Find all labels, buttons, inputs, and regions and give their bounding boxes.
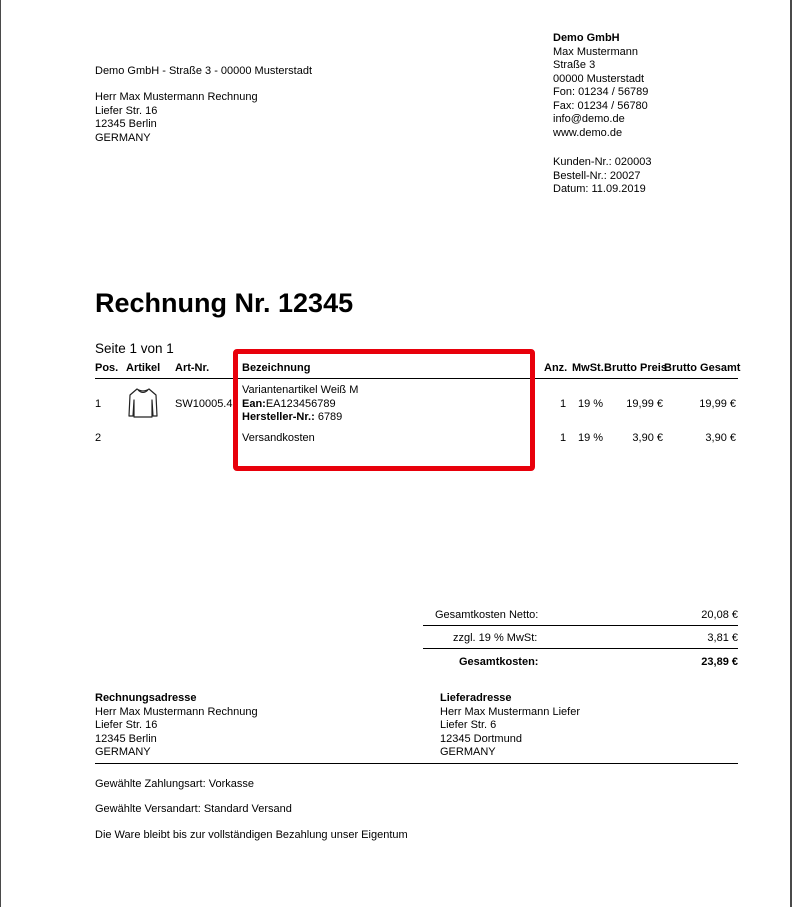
invoice-date: Datum: 11.09.2019: [553, 183, 646, 195]
recipient-line: Herr Max Mustermann Rechnung: [95, 91, 258, 103]
billing-title: Rechnungsadresse: [95, 692, 197, 704]
billing-line: GERMANY: [95, 746, 151, 758]
net-total-label: Gesamtkosten Netto:: [435, 609, 539, 621]
payment-method: Gewählte Zahlungsart: Vorkasse: [95, 778, 254, 790]
company-website: www.demo.de: [553, 126, 623, 139]
net-total-value: 20,08 €: [701, 609, 738, 621]
header-description: Bezeichnung: [242, 362, 311, 374]
sender-line: Demo GmbH - Straße 3 - 00000 Musterstadt: [95, 65, 313, 77]
header-gross-price: Brutto Preis: [604, 362, 667, 374]
company-line: 00000 Musterstadt: [553, 72, 645, 85]
company-name: Demo GmbH: [553, 32, 620, 44]
totals-rule: [423, 648, 738, 649]
billing-line: 12345 Berlin: [95, 732, 157, 745]
manufacturer-value: 6789: [314, 411, 343, 423]
company-line: Max Mustermann: [553, 45, 638, 58]
header-vat: MwSt.: [572, 362, 604, 374]
company-line: Straße 3: [553, 59, 596, 71]
row-qty: 1: [560, 398, 567, 410]
shipping-line: Liefer Str. 6: [440, 719, 497, 731]
page-info: Seite 1 von 1: [95, 341, 174, 356]
billing-address: [95, 692, 258, 760]
description-name: Variantenartikel Weiß M: [242, 384, 359, 396]
header-article: Artikel: [126, 362, 161, 374]
vat-label: zzgl. 19 % MwSt:: [453, 632, 538, 644]
order-number: Bestell-Nr.: 20027: [553, 169, 641, 182]
row-vat: 19 %: [578, 398, 604, 410]
row-description: Versandkosten: [242, 432, 315, 444]
company-phone: Fon: 01234 / 56789: [553, 86, 649, 98]
shipping-line: 12345 Dortmund: [440, 732, 522, 745]
row-pos: 2: [95, 432, 102, 444]
header-pos: Pos.: [95, 362, 119, 374]
row-vat: 19 %: [578, 432, 604, 444]
company-email: info@demo.de: [553, 113, 625, 125]
shipping-line: GERMANY: [440, 746, 496, 758]
grand-total-label: Gesamtkosten:: [459, 656, 539, 668]
invoice-title: Rechnung Nr. 12345: [95, 288, 354, 318]
recipient-address: [95, 91, 258, 145]
shipping-address: [440, 692, 580, 760]
sweater-icon: [126, 386, 160, 425]
highlight-box: [233, 349, 535, 471]
shipping-title: Lieferadresse: [440, 692, 512, 704]
grand-total-value: 23,89 €: [701, 656, 738, 668]
row-total: 3,90 €: [705, 432, 736, 444]
recipient-line: 12345 Berlin: [95, 118, 157, 130]
ownership-note: Die Ware bleibt bis zur vollständigen Bezahlung unser Eigentum: [95, 829, 408, 841]
row-pos: 1: [95, 398, 102, 410]
page-border-left: [0, 0, 1, 907]
shipping-method: Gewählte Versandart: Standard Versand: [95, 803, 292, 815]
billing-line: Liefer Str. 16: [95, 719, 158, 731]
page-border-right: [790, 0, 792, 907]
header-qty: Anz.: [544, 362, 568, 374]
row-price: 19,99 €: [626, 398, 663, 410]
billing-line: Herr Max Mustermann Rechnung: [95, 705, 258, 718]
totals-rule: [423, 625, 738, 626]
customer-number: Kunden-Nr.: 020003: [553, 156, 652, 168]
row-art-no: SW10005.4: [175, 398, 233, 410]
ean-value: EA123456789: [265, 397, 336, 410]
vat-value: 3,81 €: [707, 632, 738, 644]
header-art-no: Art-Nr.: [175, 362, 210, 374]
row-total: 19,99 €: [699, 398, 736, 410]
address-rule: [95, 763, 738, 764]
shipping-line: Herr Max Mustermann Liefer: [440, 705, 580, 718]
company-info: [553, 32, 648, 140]
recipient-line: GERMANY: [95, 131, 151, 144]
invoice-meta: [553, 156, 651, 197]
row-qty: 1: [560, 432, 567, 444]
row-price: 3,90 €: [632, 432, 663, 444]
ean-label: Ean:: [242, 397, 266, 410]
header-gross-total: Brutto Gesamt: [664, 362, 741, 374]
company-fax: Fax: 01234 / 56780: [553, 99, 648, 112]
recipient-line: Liefer Str. 16: [95, 104, 158, 117]
manufacturer-label: Hersteller-Nr.:: [242, 411, 315, 423]
